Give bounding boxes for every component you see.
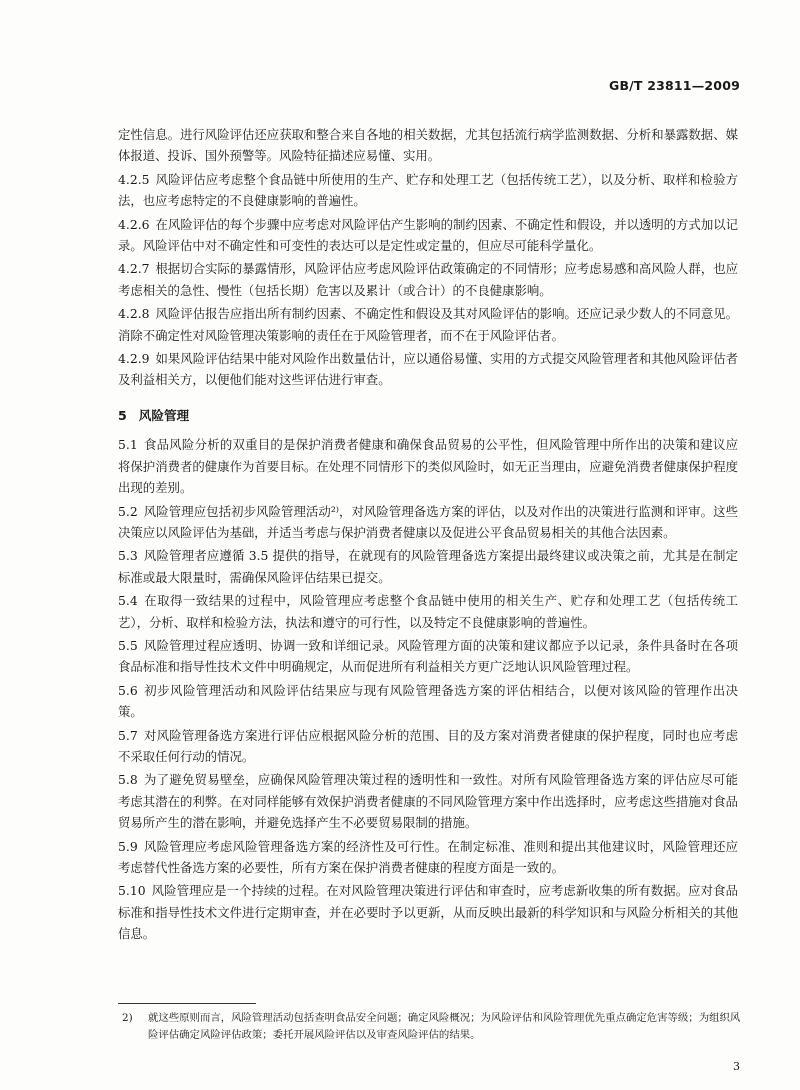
clause-paragraph	[118, 501, 738, 544]
clause-paragraph	[118, 214, 738, 257]
clause-paragraph	[118, 590, 738, 633]
clause-paragraph	[118, 124, 738, 167]
page-number: 3	[733, 1060, 740, 1073]
clause-paragraph	[118, 880, 738, 944]
clause-text: 食品风险分析的双重目的是保护消费者健康和确保食品贸易的公平性，但风险管理中所作出的决策和建议应将保护消费者的健康作为首要目标。在处理不同情形下的类似风险时，如无正当理由，应避免消费者健康保护程度出现的差别。	[118, 437, 738, 496]
clause-text: 在风险评估的每个步骤中应考虑对风险评估产生影响的制约因素、不确定性和假设，并以透明的方式加以记录。风险评估中对不确定性和可变性的表达可以是定性或定量的，但应尽可能科学量化。	[118, 216, 738, 254]
clause-text: 风险管理应是一个持续的过程。在对风险管理决策进行评估和审查时，应考虑新收集的所有数据。应对食品标准和指导性技术文件进行定期审查，并在必要时予以更新，从而反映出最新的科学知识和与风险分析相关的其他信息。	[118, 883, 738, 942]
clause-text: 根据切合实际的暴露情形，风险评估应考虑风险评估政策确定的不同情形；应考虑易感和高风险人群，也应考虑相关的急性、慢性（包括长期）危害以及累计（或合计）的不良健康影响。	[118, 261, 738, 298]
section-heading	[118, 405, 738, 426]
clause-number: 5.3	[118, 548, 138, 564]
clause-paragraph	[118, 725, 738, 768]
clause-number: 5.4	[118, 593, 138, 609]
main-content	[118, 124, 738, 947]
clause-number: 5.9	[118, 838, 138, 854]
section-number: 5	[118, 407, 127, 423]
clause-number: 5.1	[118, 437, 138, 453]
clause-text: 定性信息。进行风险评估还应获取和整合来自各地的相关数据，尤其包括流行病学监测数据、分析和暴露数据、媒体报道、投诉、国外预警等。风险特征描述应易懂、实用。	[118, 127, 738, 164]
clause-paragraph	[118, 434, 738, 498]
clause-number: 5.5	[118, 637, 138, 653]
clause-paragraph	[118, 303, 738, 346]
clause-text: 如果风险评估结果中能对风险作出数量估计，应以通俗易懂、实用的方式提交风险管理者和其他风险评估者及利益相关方，以便他们能对这些评估进行审查。	[118, 351, 738, 388]
clause-text: 风险管理应考虑风险管理备选方案的经济性及可行性。在制定标准、准则和提出其他建议时，风险管理还应考虑替代性备选方案的必要性，所有方案在保护消费者健康的程度方面是一致的。	[118, 838, 738, 875]
clause-paragraph	[118, 258, 738, 301]
clause-text: 对风险管理备选方案进行评估应根据风险分析的范围、目的及方案对消费者健康的保护程度，同时也应考虑不采取任何行动的情况。	[118, 727, 738, 764]
clause-text: 风险管理过程应透明、协调一致和详细记录。风险管理方面的决策和建议都应予以记录，条件具备时在各项食品标准和指导性技术文件中明确规定，从而促进所有利益相关方更广泛地认识风险管理过程。	[118, 637, 738, 675]
clause-number: 5.2	[118, 503, 138, 519]
clause-paragraph	[118, 680, 738, 723]
clause-number: 5.8	[118, 772, 138, 788]
footnote-divider	[118, 1003, 256, 1004]
clause-paragraph	[118, 635, 738, 678]
clause-paragraph	[118, 169, 738, 212]
clause-number: 4.2.6	[118, 216, 150, 232]
footnote	[122, 1010, 743, 1044]
paragraphs-after-section	[118, 434, 738, 944]
clause-paragraph	[118, 348, 738, 391]
footnote-text: 就这些原则而言，风险管理活动包括查明食品安全问题；确定风险概况；为风险评估和风险管理优先重点确定危害等级；为组织风险评估确定风险评估政策；委托开展风险评估以及审查风险评估的结果。	[148, 1012, 741, 1041]
clause-text: 在取得一致结果的过程中，风险管理应考虑整个食品链中使用的相关生产、贮存和处理工艺（包括传统工艺），分析、取样和检验方法，执法和遵守的可行性，以及特定不良健康影响的普遍性。	[118, 593, 738, 630]
clause-number: 5.10	[118, 883, 146, 899]
clause-number: 4.2.9	[118, 351, 150, 367]
clause-paragraph	[118, 836, 738, 879]
clause-text: 风险评估报告应指出所有制约因素、不确定性和假设及其对风险评估的影响。还应记录少数人的不同意见。消除不确定性对风险管理决策影响的责任在于风险管理者，而不在于风险评估者。	[118, 306, 738, 343]
clause-number: 5.6	[118, 682, 138, 698]
clause-number: 4.2.5	[118, 171, 150, 187]
clause-paragraph	[118, 545, 738, 588]
section-title: 风险管理	[138, 407, 190, 423]
clause-paragraph	[118, 769, 738, 833]
clause-text: 风险管理应包括初步风险管理活动²⁾，对风险管理备选方案的评估，以及对作出的决策进行监测和评审。这些决策应以风险评估为基础，并适当考虑与保护消费者健康以及促进公平食品贸易相关的其他合法因素。	[118, 503, 738, 540]
clause-text: 为了避免贸易壁垒，应确保风险管理决策过程的透明性和一致性。对所有风险管理备选方案的评估应尽可能考虑其潜在的利弊。在对同样能够有效保护消费者健康的不同风险管理方案中作出选择时，应考虑这些措施对食品贸易所产生的潜在影响，并避免选择产生不必要贸易限制的措施。	[118, 772, 738, 831]
paragraphs-before-section	[118, 124, 738, 391]
clause-number: 4.2.8	[118, 306, 150, 322]
clause-text: 初步风险管理活动和风险评估结果应与现有风险管理备选方案的评估相结合，以便对该风险的管理作出决策。	[118, 682, 738, 720]
footnote-mark: 2)	[122, 1012, 133, 1024]
clause-text: 风险评估应考虑整个食品链中所使用的生产、贮存和处理工艺（包括传统工艺），以及分析、取样和检验方法，也应考虑特定的不良健康影响的普遍性。	[118, 171, 738, 209]
standard-code: GB/T 23811—2009	[608, 78, 740, 93]
clause-text: 风险管理者应遵循 3.5 提供的指导，在就现有的风险管理备选方案提出最终建议或决策之前，尤其是在制定标准或最大限量时，需确保风险评估结果已提交。	[118, 548, 738, 585]
clause-number: 4.2.7	[118, 261, 150, 277]
clause-number: 5.7	[118, 727, 138, 743]
